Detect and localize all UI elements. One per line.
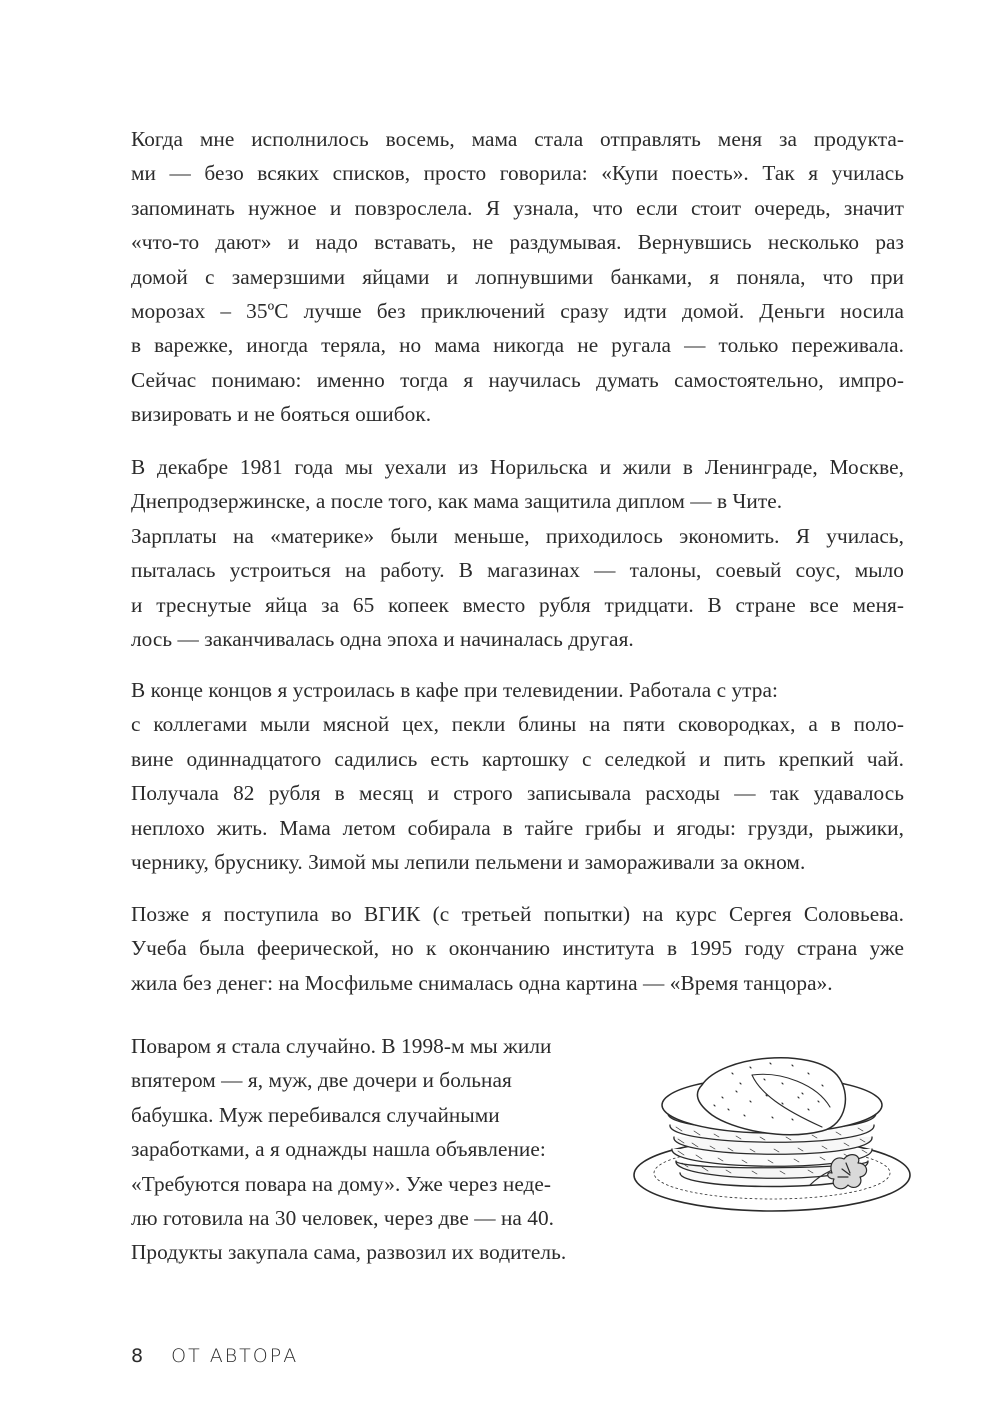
text-line: Позже я поступила во ВГИК (с третьей попытки) на курс Сергея Соловьева.: [131, 902, 904, 926]
text-line: В конце концов я устроилась в кафе при телевидении. Работала с утра:: [131, 678, 778, 702]
text-line: Продукты закупала сама, развозил их водитель.: [131, 1240, 567, 1265]
paragraph-cafe-work: [131, 673, 904, 879]
page-number: 8: [131, 1345, 145, 1367]
section-title: ОТ АВТОРА: [171, 1345, 299, 1367]
text-line: «что-то дают» и надо вставать, не раздумывая. Вернувшись несколько раз: [131, 230, 904, 255]
text-line: Днепродзержинске, а после того, как мама защитила диплом — в Чите.: [131, 489, 783, 514]
text-line: лось — заканчивалась одна эпоха и начиналась другая.: [131, 627, 634, 652]
paragraph-becoming-cook: [131, 1029, 601, 1270]
text-line: заработками, а я однажды нашла объявление:: [131, 1137, 546, 1162]
text-line: В декабре 1981 года мы уехали из Норильска и жили в Ленинграде, Москве,: [131, 455, 904, 479]
paragraph-vgik: [131, 897, 904, 1000]
pancake-stack-illustration: [632, 1045, 914, 1213]
text-line: с коллегами мыли мясной цех, пекли блины на пяти сковородках, а в поло-: [131, 712, 904, 737]
text-line: Когда мне исполнилось восемь, мама стала отправлять меня за продукта-: [131, 127, 904, 151]
text-line: бабушка. Муж перебивался случайными: [131, 1102, 500, 1127]
text-line: жила без денег: на Мосфильме снималась одна картина — «Время танцора».: [131, 970, 833, 995]
text-line: в варежке, иногда теряла, но мама никогда не ругала — только переживала.: [131, 333, 904, 358]
text-line: вине одиннадцатого садились есть картошку с селедкой и пить крепкий чай.: [131, 746, 904, 771]
text-line: Учеба была феерической, но к окончанию института в 1995 году страна уже: [131, 936, 904, 961]
text-line: неплохо жить. Мама летом собирала в тайге грибы и ягоды: грузди, рыжики,: [131, 815, 904, 840]
text-line: визировать и не бояться ошибок.: [131, 402, 432, 427]
text-line: Сейчас понимаю: именно тогда я научилась думать самостоятельно, импро-: [131, 367, 904, 392]
text-line: пыталась устроиться на работу. В магазинах — талоны, соевый соус, мыло: [131, 558, 904, 583]
page-footer: [131, 1345, 298, 1367]
paragraph-moving: [131, 450, 904, 656]
text-line: Зарплаты на «материке» были меньше, приходилось экономить. Я училась,: [131, 523, 904, 548]
text-line: «Требуются повара на дому». Уже через неде-: [131, 1171, 552, 1196]
text-line: чернику, бруснику. Зимой мы лепили пельмени и замораживали за окном.: [131, 850, 806, 875]
text-line: Поваром я стала случайно. В 1998-м мы жили: [131, 1034, 552, 1058]
text-line: морозах – 35ºС лучше без приключений сразу идти домой. Деньги носила: [131, 299, 904, 324]
text-line: ми — безо всяких списков, просто говорила: «Купи поесть». Так я училась: [131, 161, 904, 186]
text-line: запоминать нужное и повзрослела. Я узнала, что если стоит очередь, значит: [131, 195, 904, 220]
text-line: и треснутые яйца за 65 копеек вместо рубля тридцати. В стране все меня-: [131, 592, 904, 617]
text-line: Получала 82 рубля в месяц и строго записывала расходы — так удавалось: [131, 781, 904, 806]
text-line: лю готовила на 30 человек, через две — на 40.: [131, 1206, 555, 1231]
text-line: домой с замерзшими яйцами и лопнувшими банками, я поняла, что при: [131, 264, 904, 289]
paragraph-childhood: [131, 122, 904, 432]
text-line: впятером — я, муж, две дочери и больная: [131, 1068, 512, 1093]
